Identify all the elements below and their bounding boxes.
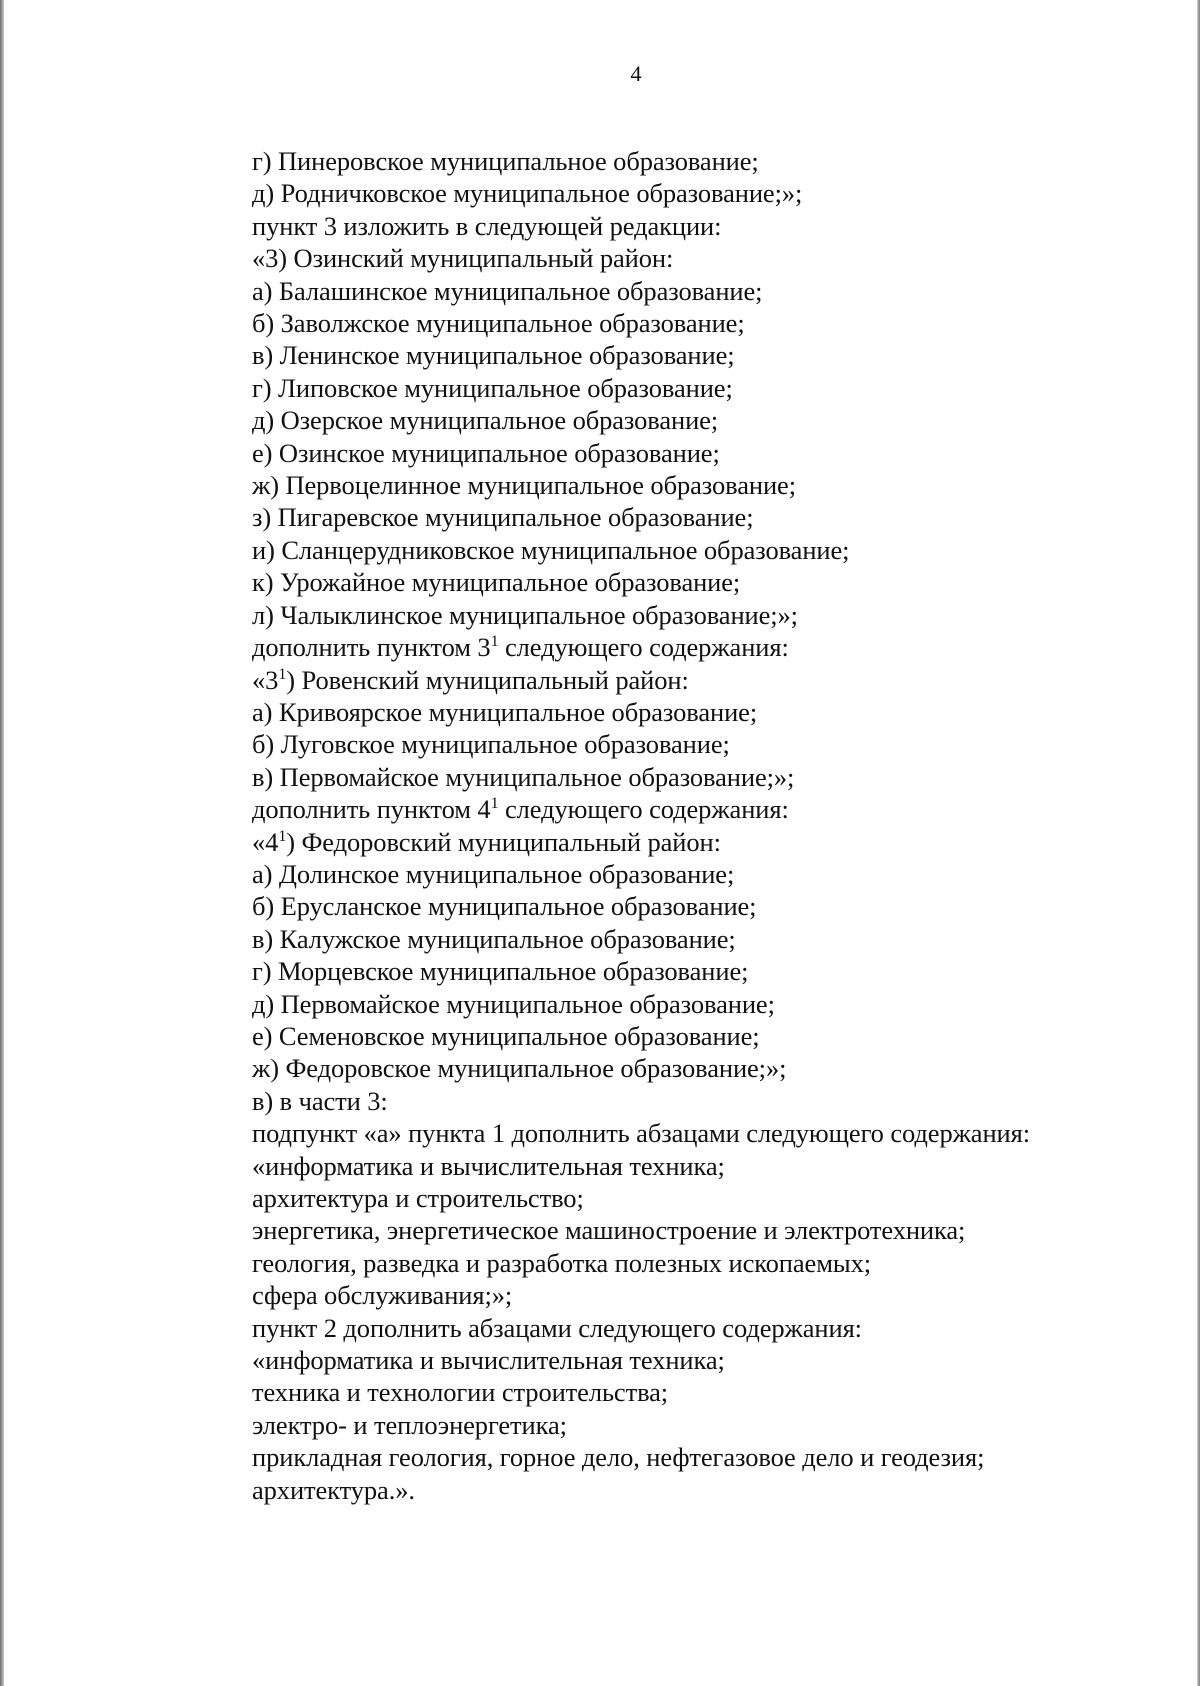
text-line: сфера обслуживания;»; <box>252 1280 513 1311</box>
text-line: «информатика и вычислительная техника; <box>252 1345 725 1376</box>
text-line: пункт 2 дополнить абзацами следующего содержания: <box>252 1312 862 1343</box>
line-text: ) Федоровский муниципальный район: <box>286 826 721 857</box>
text-line: электро- и теплоэнергетика; <box>252 1409 567 1440</box>
text-line: архитектура и строительство; <box>252 1183 584 1213</box>
line-text: следующего содержания: <box>498 794 789 825</box>
text-line: прикладная геология, горное дело, нефтегазовое дело и геодезия; <box>252 1442 985 1473</box>
text-line: техника и технологии строительства; <box>252 1377 669 1408</box>
line-text: «3 <box>252 664 279 695</box>
line-text: дополнить пунктом 4 <box>252 794 491 825</box>
superscript: 1 <box>278 827 287 845</box>
text-line: в) Первомайское муниципальное образование;»; <box>252 761 795 792</box>
text-line: архитектура.». <box>252 1474 415 1505</box>
text-line: а) Долинское муниципальное образование; <box>252 858 735 889</box>
text-line: г) Пинеровское муниципальное образование; <box>252 146 759 176</box>
line-text: ) Ровенский муниципальный район: <box>286 664 689 695</box>
text-line: б) Ерусланское муниципальное образование; <box>252 891 757 922</box>
text-line: «информатика и вычислительная техника; <box>252 1150 725 1181</box>
superscript: 1 <box>490 633 499 651</box>
text-line: е) Озинское муниципальное образование; <box>252 437 720 468</box>
text-line: а) Балашинское муниципальное образование; <box>252 275 763 306</box>
superscript: 1 <box>278 665 287 683</box>
text-line: д) Первомайское муниципальное образование; <box>252 988 775 1019</box>
text-line: геология, разведка и разработка полезных ископаемых; <box>252 1247 871 1278</box>
text-line: б) Заволжское муниципальное образование; <box>252 308 745 339</box>
text-line: г) Липовское муниципальное образование; <box>252 372 733 403</box>
text-line: д) Родничковское муниципальное образование;»; <box>252 178 803 209</box>
text-line: в) Ленинское муниципальное образование; <box>252 340 735 371</box>
text-line: а) Кривоярское муниципальное образование; <box>252 696 758 727</box>
scan-edge-left <box>0 0 4 1686</box>
superscript: 1 <box>490 795 499 813</box>
line-text: следующего содержания: <box>498 632 789 663</box>
line-text: «4 <box>252 826 279 857</box>
text-line: пункт 3 изложить в следующей редакции: <box>252 210 722 241</box>
text-line: б) Луговское муниципальное образование; <box>252 729 730 760</box>
document-body <box>252 145 1152 1506</box>
text-line: е) Семеновское муниципальное образование; <box>252 1020 760 1051</box>
text-line: з) Пигаревское муниципальное образование; <box>252 502 754 533</box>
text-line: и) Сланцерудниковское муниципальное образование; <box>252 534 850 565</box>
text-line: в) Калужское муниципальное образование; <box>252 923 736 954</box>
text-line: в) в части 3: <box>252 1085 388 1116</box>
text-line-with-superscript <box>252 631 1152 663</box>
text-line: «3) Озинский муниципальный район: <box>252 243 674 274</box>
text-line-with-superscript <box>252 793 1152 825</box>
text-line: д) Озерское муниципальное образование; <box>252 405 719 436</box>
text-line: г) Морцевское муниципальное образование; <box>252 956 749 987</box>
text-line: к) Урожайное муниципальное образование; <box>252 567 741 598</box>
text-line-with-superscript <box>252 664 1152 696</box>
text-line: ж) Федоровское муниципальное образование;»; <box>252 1053 787 1084</box>
line-text: дополнить пунктом 3 <box>252 632 491 663</box>
text-line: ж) Первоцелинное муниципальное образование; <box>252 470 796 501</box>
text-line: энергетика, энергетическое машиностроение и электротехника; <box>252 1215 966 1246</box>
page-number: 4 <box>630 61 642 86</box>
text-line: л) Чалыклинское муниципальное образование;»; <box>252 599 798 630</box>
text-line: подпункт «а» пункта 1 дополнить абзацами следующего содержания: <box>252 1118 1030 1149</box>
text-line-with-superscript <box>252 826 1152 858</box>
